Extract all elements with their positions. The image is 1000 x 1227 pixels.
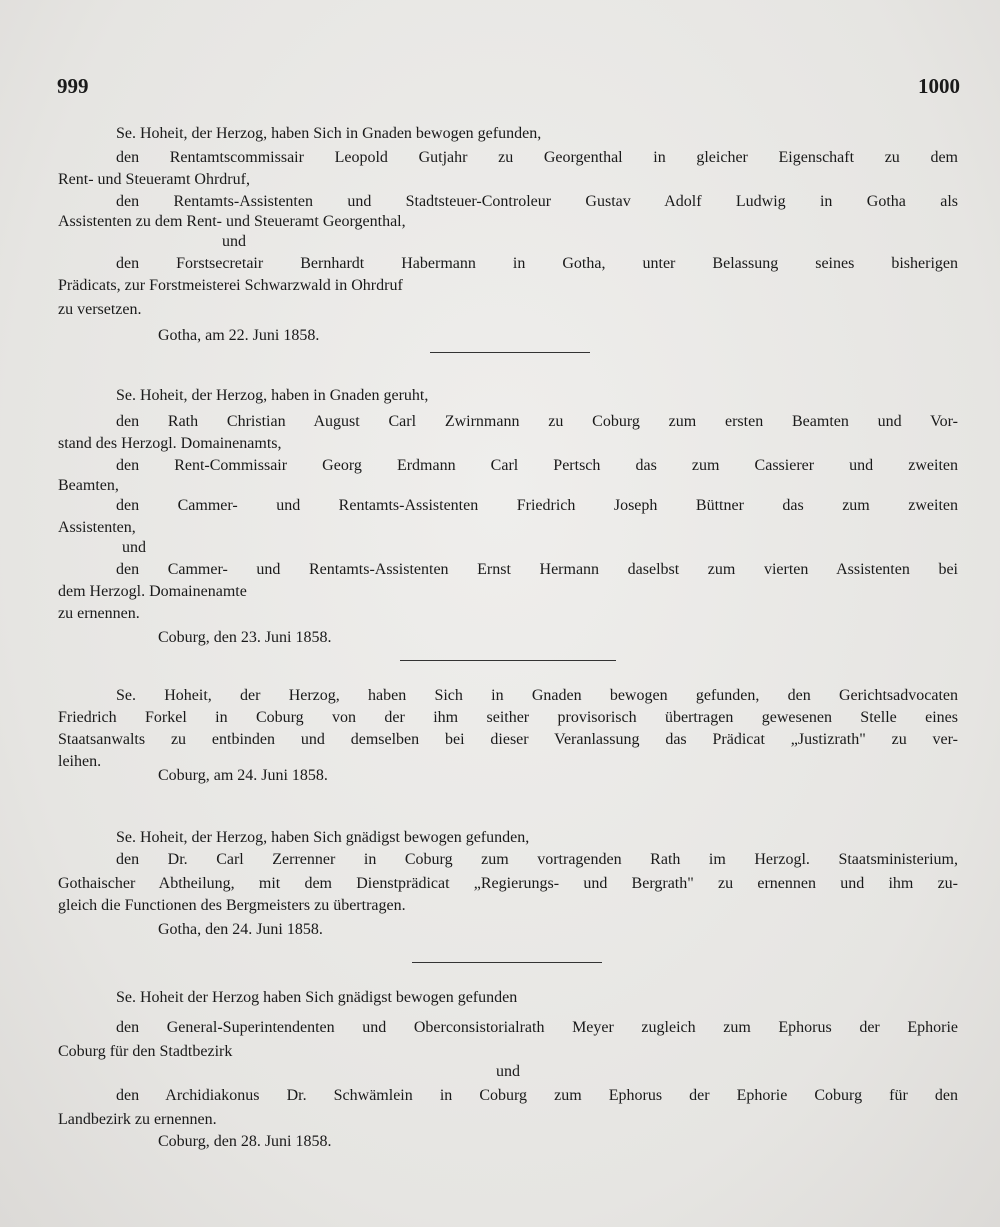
decree-1-line: den Forstsecretair Bernhardt Habermann in Gotha, unter Belassung seines bisherigen bbox=[116, 255, 958, 272]
decree-2-line: und bbox=[122, 539, 146, 556]
decree-4-date: Gotha, den 24. Juni 1858. bbox=[158, 921, 323, 938]
decree-4-line: Gothaischer Abtheilung, mit dem Dienstprädicat „Regierungs- und Bergrath" zu ernennen und ihm zu- bbox=[58, 875, 958, 892]
decree-5-line: und bbox=[496, 1063, 520, 1080]
page-number-right: 1000 bbox=[918, 74, 960, 98]
decree-1-line: den Rentamtscommissair Leopold Gutjahr zu Georgenthal in gleicher Eigenschaft zu dem bbox=[116, 149, 958, 166]
decree-2-date: Coburg, den 23. Juni 1858. bbox=[158, 629, 332, 646]
decree-3-date: Coburg, am 24. Juni 1858. bbox=[158, 767, 328, 784]
decree-3-line: leihen. bbox=[58, 753, 102, 770]
decree-3-line: Se. Hoheit, der Herzog, haben Sich in Gnaden bewogen gefunden, den Gerichtsadvocaten bbox=[116, 687, 958, 704]
decree-1-line: Prädicats, zur Forstmeisterei Schwarzwald in Ohrdruf bbox=[58, 277, 403, 294]
divider-line bbox=[430, 352, 590, 353]
decree-1-line: und bbox=[222, 233, 246, 250]
decree-5-line: Landbezirk zu ernennen. bbox=[58, 1111, 217, 1128]
decree-5-line: Se. Hoheit der Herzog haben Sich gnädigst bewogen gefunden bbox=[116, 989, 518, 1006]
divider-line bbox=[412, 962, 602, 963]
decree-1-line: Se. Hoheit, der Herzog, haben Sich in Gnaden bewogen gefunden, bbox=[116, 125, 542, 142]
decree-1-date: Gotha, am 22. Juni 1858. bbox=[158, 327, 320, 344]
decree-5-line: den Archidiakonus Dr. Schwämlein in Coburg zum Ephorus der Ephorie Coburg für den bbox=[116, 1087, 958, 1104]
decree-2-line: dem Herzogl. Domainenamte bbox=[58, 583, 247, 600]
decree-2-line: Assistenten, bbox=[58, 519, 136, 536]
decree-1-line: zu versetzen. bbox=[58, 301, 142, 318]
decree-2-line: den Rath Christian August Carl Zwirnmann zu Coburg zum ersten Beamten und Vor- bbox=[116, 413, 958, 430]
decree-1-line: den Rentamts-Assistenten und Stadtsteuer-Controleur Gustav Adolf Ludwig in Gotha als bbox=[116, 193, 958, 210]
decree-1-line: Assistenten zu dem Rent- und Steueramt Georgenthal, bbox=[58, 213, 406, 230]
decree-2-line: zu ernennen. bbox=[58, 605, 140, 622]
decree-4-line: gleich die Functionen des Bergmeisters zu übertragen. bbox=[58, 897, 406, 914]
decree-2-line: Beamten, bbox=[58, 477, 119, 494]
decree-3-line: Staatsanwalts zu entbinden und demselben bei dieser Veranlassung das Prädicat „Justizrath" zu ver- bbox=[58, 731, 958, 748]
decree-4-line: Se. Hoheit, der Herzog, haben Sich gnädigst bewogen gefunden, bbox=[116, 829, 530, 846]
decree-4-line: den Dr. Carl Zerrenner in Coburg zum vortragenden Rath im Herzogl. Staatsministerium, bbox=[116, 851, 958, 868]
decree-1-line: Rent- und Steueramt Ohrdruf, bbox=[58, 171, 250, 188]
decree-2-line: den Cammer- und Rentamts-Assistenten Ernst Hermann daselbst zum vierten Assistenten bei bbox=[116, 561, 958, 578]
divider-line bbox=[400, 660, 616, 661]
decree-3-line: Friedrich Forkel in Coburg von der ihm seither provisorisch übertragen gewesenen Stelle eines bbox=[58, 709, 958, 726]
decree-2-line: stand des Herzogl. Domainenamts, bbox=[58, 435, 282, 452]
decree-5-line: den General-Superintendenten und Oberconsistorialrath Meyer zugleich zum Ephorus der Ephorie bbox=[116, 1019, 958, 1036]
decree-2-line: Se. Hoheit, der Herzog, haben in Gnaden geruht, bbox=[116, 387, 429, 404]
decree-2-line: den Cammer- und Rentamts-Assistenten Friedrich Joseph Büttner das zum zweiten bbox=[116, 497, 958, 514]
page-number-left: 999 bbox=[57, 74, 89, 98]
decree-5-line: Coburg für den Stadtbezirk bbox=[58, 1043, 233, 1060]
decree-5-date: Coburg, den 28. Juni 1858. bbox=[158, 1133, 332, 1150]
decree-2-line: den Rent-Commissair Georg Erdmann Carl Pertsch das zum Cassierer und zweiten bbox=[116, 457, 958, 474]
